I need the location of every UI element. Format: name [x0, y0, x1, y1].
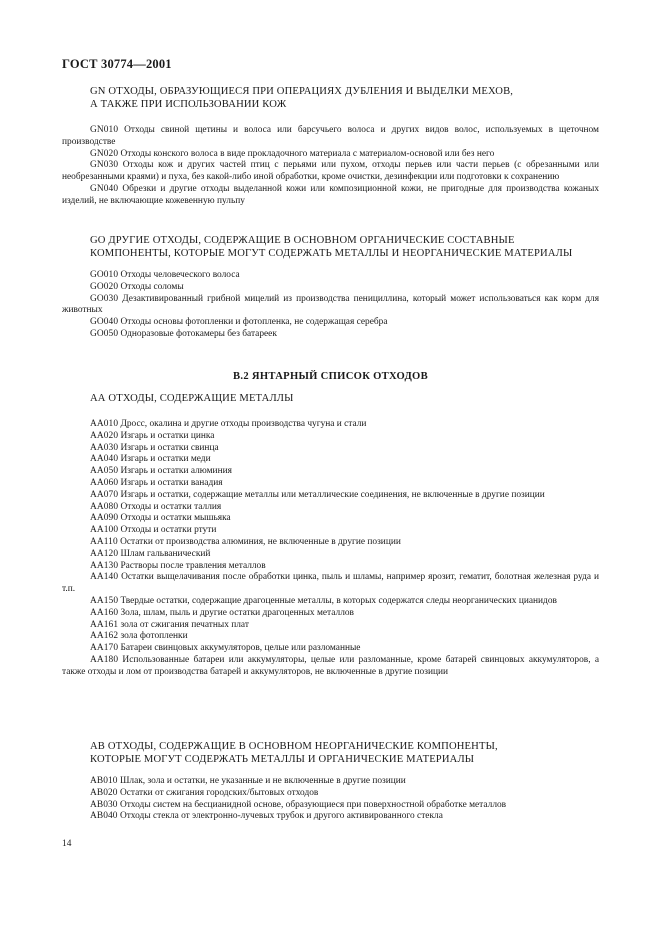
list-item: [62, 572, 599, 596]
section-heading-go: [90, 235, 610, 260]
entry-text: Изгарь и остатки алюминия: [120, 466, 232, 477]
list-item: [62, 419, 599, 431]
list-item: [62, 490, 599, 502]
list-item: [62, 317, 599, 329]
list-item: [62, 282, 599, 294]
entry-code: АВ020: [90, 787, 118, 798]
entry-code: GO050: [90, 328, 119, 339]
entry-text: Отходы свиной щетины и волоса или барсучьего волоса и других видов волос, используемых в щеточном производстве: [62, 125, 599, 147]
list-item: [62, 596, 599, 608]
entry-code: АА161: [90, 619, 119, 630]
entry-text: Растворы после травления металлов: [120, 560, 266, 571]
entry-code: АА050: [90, 466, 119, 477]
list-item: [62, 478, 599, 490]
entry-text: Изгарь и остатки цинка: [120, 430, 215, 441]
list-item: [62, 655, 599, 679]
list-item: [62, 513, 599, 525]
section-heading-line: А ТАКЖЕ ПРИ ИСПОЛЬЗОВАНИИ КОЖ: [90, 98, 287, 110]
entry-text: Обрезки и другие отходы выделанной кожи или композиционной кожи, не пригодные для производства кожаных изделий, не включающие кожевенную пульпу: [62, 183, 600, 206]
entry-text: Отходы основы фотопленки и фотопленка, не содержащая серебра: [120, 317, 388, 328]
entry-text: Отходы конского волоса в виде прокладочного материала с материалом-основой или без него: [120, 148, 495, 159]
section-heading-line: КОТОРЫЕ МОГУТ СОДЕРЖАТЬ МЕТАЛЛЫ И ОРГАНИЧЕСКИЕ МАТЕРИАЛЫ: [90, 753, 475, 765]
entry-text: Одноразовые фотокамеры без батареек: [120, 328, 277, 339]
entry-code: АВ010: [90, 776, 118, 786]
list-item: [62, 149, 599, 161]
entry-list-ab: [62, 776, 599, 823]
list-item: [62, 329, 599, 341]
entry-code: АА160: [90, 607, 119, 618]
entry-text: зола от сжигания печатных плат: [120, 619, 249, 630]
list-item: [62, 454, 599, 466]
entry-text: Зола, шлам, пыль и другие остатки драгоценных металлов: [120, 607, 354, 618]
list-item: [62, 811, 599, 823]
list-item: [62, 788, 599, 800]
entry-text: Изгарь и остатки меди: [120, 454, 211, 465]
amber-list-title: В.2 ЯНТАРНЫЙ СПИСОК ОТХОДОВ: [233, 371, 428, 382]
entry-code: GO010: [90, 270, 119, 280]
entry-text: Остатки от производства алюминия, не включенные в другие позиции: [120, 536, 401, 547]
entry-code: GN010: [90, 125, 119, 135]
list-item: [62, 643, 599, 655]
entry-list-go: [62, 270, 599, 341]
entry-code: АА010: [90, 419, 119, 429]
entry-text: Дезактивированный грибной мицелий из производства пенициллина, который может использоваться как корм для животных: [62, 293, 600, 316]
entry-text: Шлак, зола и остатки, не указанные и не включенные в другие позиции: [119, 776, 406, 786]
entry-code: АА120: [90, 548, 119, 559]
section-heading-line: КОМПОНЕНТЫ, КОТОРЫЕ МОГУТ СОДЕРЖАТЬ МЕТАЛЛЫ И НЕОРГАНИЧЕСКИЕ МАТЕРИАЛЫ: [90, 247, 573, 259]
section-heading-line: АА ОТХОДЫ, СОДЕРЖАЩИЕ МЕТАЛЛЫ: [90, 393, 294, 404]
entry-code: GN020: [90, 148, 119, 159]
entry-text: Батареи свинцовых аккумуляторов, целые или разломанные: [120, 643, 361, 654]
list-item: [62, 443, 599, 455]
entry-code: GN040: [90, 183, 119, 194]
entry-code: АА040: [90, 454, 119, 465]
entry-text: Изгарь и остатки, содержащие металлы или металлические соединения, не включенные в другие позиции: [120, 489, 545, 500]
entry-text: зола фотопленки: [120, 631, 188, 642]
list-item: [62, 561, 599, 573]
entry-text: Твердые остатки, содержащие драгоценные металлы, в которых содержатся следы неорганических цианидов: [120, 595, 557, 606]
entry-code: АА070: [90, 489, 119, 500]
entry-code: АА150: [90, 595, 119, 606]
entry-code: АА170: [90, 643, 119, 654]
list-item: [62, 631, 599, 643]
list-item: [62, 125, 599, 149]
list-item: [62, 184, 599, 208]
list-item: [62, 800, 599, 812]
entry-text: Отходы стекла от электронно-лучевых трубок и другого активированного стекла: [119, 811, 443, 822]
entry-code: АА020: [90, 430, 119, 441]
entry-text: Использованные батареи или аккумуляторы, целые или разломанные, кроме батарей свинцовых аккумуляторов, а также отходы и лом от производства батарей и аккумуляторов, не включенные в другие позиции: [62, 654, 600, 677]
list-item: [62, 776, 599, 788]
list-item: [62, 431, 599, 443]
entry-code: АВ040: [90, 811, 118, 822]
entry-code: АА162: [90, 631, 119, 642]
list-item: [62, 537, 599, 549]
list-item: [62, 502, 599, 514]
entry-list-gn: [62, 125, 599, 208]
page-number: 14: [62, 839, 72, 849]
entry-code: GO040: [90, 317, 119, 328]
list-item: [62, 294, 599, 318]
section-heading-ab: [90, 741, 610, 766]
entry-code: АА090: [90, 513, 119, 524]
entry-code: АВ030: [90, 799, 118, 810]
entry-code: АА060: [90, 477, 119, 488]
entry-code: АА080: [90, 501, 119, 512]
entry-code: АА030: [90, 442, 119, 453]
entry-code: GO030: [90, 293, 119, 304]
entry-text: Отходы соломы: [120, 281, 184, 292]
entry-code: GO020: [90, 281, 119, 292]
entry-text: Изгарь и остатки ванадия: [120, 477, 223, 488]
list-item: [62, 608, 599, 620]
entry-code: АА140: [90, 572, 119, 583]
section-heading-line: АВ ОТХОДЫ, СОДЕРЖАЩИЕ В ОСНОВНОМ НЕОРГАНИЧЕСКИЕ КОМПОНЕНТЫ,: [90, 741, 498, 752]
entry-text: Дросс, окалина и другие отходы производства чугуна и стали: [120, 419, 367, 429]
entry-text: Отходы кож и других частей птиц с перьями или пухом, отходы перьев или части перьев (с обрезанными или необрезанными краями) и пуха, без какой-либо иной обработки, кроме очистки, дезинфекции или подготовки к сохранению: [62, 160, 600, 183]
entry-text: Изгарь и остатки свинца: [120, 442, 219, 453]
entry-code: АА180: [90, 654, 119, 665]
list-item: [62, 270, 599, 282]
entry-text: Отходы человеческого волоса: [120, 270, 240, 280]
entry-code: GN030: [90, 160, 119, 171]
entry-text: Отходы систем на бесцианидной основе, образующиеся при поверхностной обработке металлов: [119, 799, 507, 810]
section-heading-line: GO ДРУГИЕ ОТХОДЫ, СОДЕРЖАЩИЕ В ОСНОВНОМ ОРГАНИЧЕСКИЕ СОСТАВНЫЕ: [90, 235, 515, 246]
section-heading-aa: [90, 393, 610, 406]
entry-code: АА130: [90, 560, 119, 571]
list-item: [62, 620, 599, 632]
entry-text: Отходы и остатки ртути: [120, 525, 217, 536]
entry-text: Шлам гальванический: [120, 548, 211, 559]
entry-code: АА110: [90, 536, 118, 547]
list-item: [62, 466, 599, 478]
entry-code: АА100: [90, 525, 119, 536]
entry-text: Отходы и остатки таллия: [120, 501, 222, 512]
entry-text: Отходы и остатки мышьяка: [120, 513, 231, 524]
section-heading-gn: [90, 86, 610, 111]
entry-text: Остатки от сжигания городских/бытовых отходов: [119, 787, 319, 798]
entry-list-aa: [62, 419, 599, 679]
entry-text: Остатки выщелачивания после обработки цинка, пыль и шламы, например ярозит, гематит, болотная железная руда и т.п.: [62, 572, 599, 595]
list-item: [62, 525, 599, 537]
list-item: [62, 549, 599, 561]
standard-header: ГОСТ 30774—2001: [62, 57, 172, 71]
list-item: [62, 160, 599, 184]
section-heading-line: GN ОТХОДЫ, ОБРАЗУЮЩИЕСЯ ПРИ ОПЕРАЦИЯХ ДУБЛЕНИЯ И ВЫДЕЛКИ МЕХОВ,: [90, 86, 514, 97]
